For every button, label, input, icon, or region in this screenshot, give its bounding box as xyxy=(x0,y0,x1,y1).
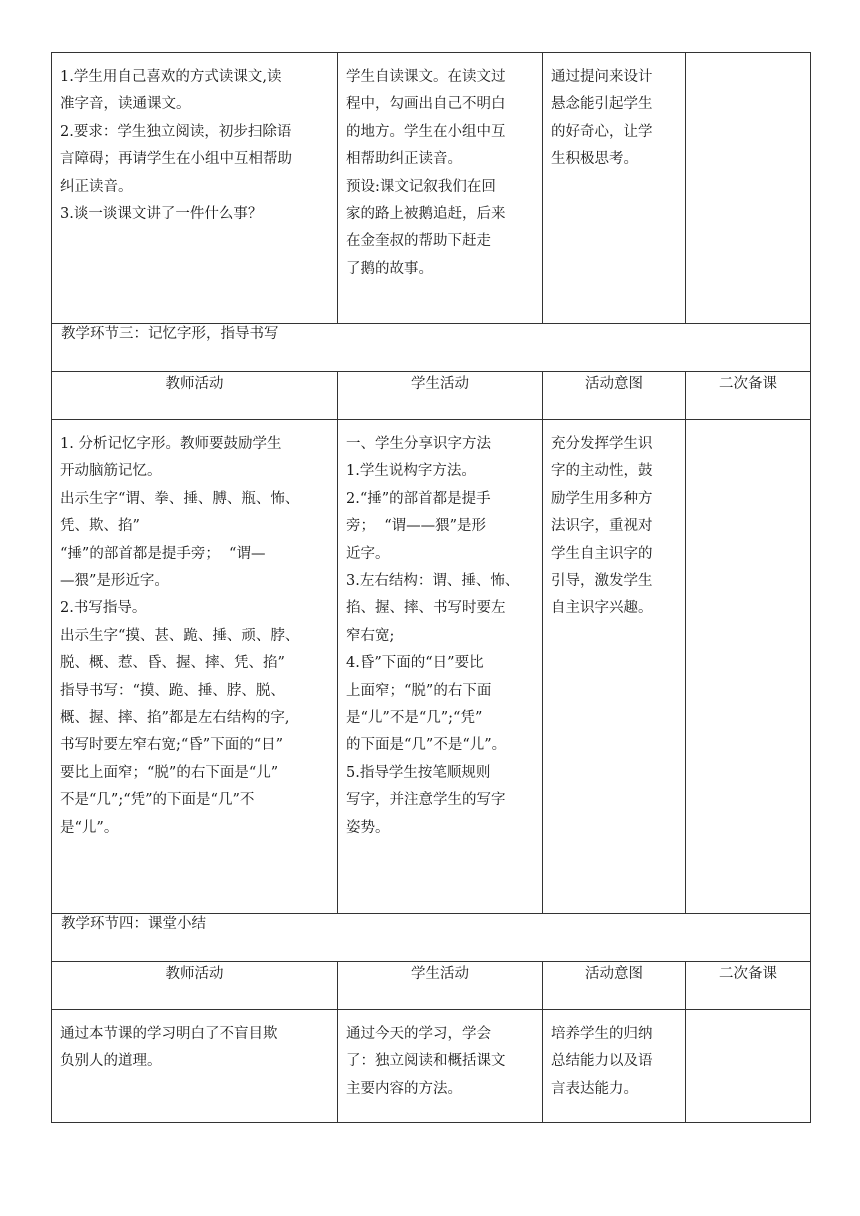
text-line: 充分发挥学生识 xyxy=(551,436,653,452)
teacher-activity-text xyxy=(52,1010,337,1082)
header-intent: 活动意图 xyxy=(543,372,686,420)
header-prep: 二次备课 xyxy=(686,372,811,420)
text-line: 培养学生的归纳 xyxy=(551,1026,653,1042)
text-line: 的下面是“几”不是“儿”。 xyxy=(346,737,507,754)
text-line: 学生自主识字的 xyxy=(551,545,653,562)
text-line: 生积极思考。 xyxy=(551,151,638,168)
text-line: 通过本节课的学习明白了不盲目欺 xyxy=(60,1026,278,1042)
text-line: —猥”是形近字。 xyxy=(60,573,169,590)
text-line: 凭、欺、掐” xyxy=(60,518,140,535)
activity-intent-text xyxy=(543,1010,685,1109)
text-line: 预设:课文记叙我们在回 xyxy=(346,178,496,195)
text-line: 励学生用多种方 xyxy=(551,490,653,507)
student-activity-text xyxy=(338,53,542,289)
section-title: 教学环节三：记忆字形，指导书写 xyxy=(61,326,279,342)
text-line: 自主识字兴趣。 xyxy=(551,600,653,617)
activity-intent-text xyxy=(543,420,685,629)
student-activity-text xyxy=(338,420,542,848)
text-line: 总结能力以及语 xyxy=(551,1053,653,1070)
text-line: “捶”的部首都是提手旁； “谓— xyxy=(60,545,266,562)
text-line: 姿势。 xyxy=(346,819,390,836)
teacher-activity-cell xyxy=(52,420,338,914)
text-line: 写字，并注意学生的写字 xyxy=(346,792,506,809)
text-line: 准字音，读通课文。 xyxy=(60,96,191,113)
text-line: 1. 分析记忆字形。教师要鼓励学生 xyxy=(60,436,282,452)
text-line: 要比上面窄；“脱”的右下面是“儿” xyxy=(60,764,279,781)
text-line: 书写时要左窄右宽;“昏”下面的“日” xyxy=(60,737,284,754)
header-prep: 二次备课 xyxy=(686,962,811,1010)
text-line: 指导书写：“摸、跪、捶、脖、脱、 xyxy=(60,682,285,699)
teacher-activity-text xyxy=(52,53,337,234)
text-line: 1.学生说构字方法。 xyxy=(346,463,476,480)
text-line: 悬念能引起学生 xyxy=(551,96,653,113)
text-line: 主要内容的方法。 xyxy=(346,1080,462,1097)
text-line: 一、学生分享识字方法 xyxy=(346,436,491,452)
student-activity-cell xyxy=(338,420,543,914)
teacher-activity-cell xyxy=(52,1010,338,1123)
text-line: 引导，激发学生 xyxy=(551,573,653,590)
second-prep-cell xyxy=(686,1010,811,1123)
second-prep-cell xyxy=(686,53,811,324)
text-line: 的地方。学生在小组中互 xyxy=(346,123,506,140)
header-row xyxy=(52,372,811,420)
text-line: 家的路上被鹅追赶，后来 xyxy=(346,206,506,223)
header-student: 学生活动 xyxy=(338,962,543,1010)
student-activity-cell xyxy=(338,1010,543,1123)
activity-intent-cell xyxy=(543,53,686,324)
text-line: 开动脑筋记忆。 xyxy=(60,463,162,480)
table-row xyxy=(52,53,811,324)
table-row xyxy=(52,1010,811,1123)
section-row xyxy=(52,324,811,372)
text-line: 近字。 xyxy=(346,545,390,562)
text-line: 学生自读课文。在读文过 xyxy=(346,69,506,85)
text-line: 窄右宽; xyxy=(346,627,395,644)
section-title: 教学环节四：课堂小结 xyxy=(61,916,206,932)
text-line: 的好奇心，让学 xyxy=(551,123,653,140)
text-line: 负别人的道理。 xyxy=(60,1053,162,1070)
section-title-cell xyxy=(52,914,811,962)
text-line: 上面窄；“脱”的右下面 xyxy=(346,682,492,699)
text-line: 不是“几”;“凭”的下面是“几”不 xyxy=(60,792,255,809)
text-line: 言表达能力。 xyxy=(551,1080,638,1097)
second-prep-text xyxy=(686,1010,810,1027)
header-row xyxy=(52,962,811,1010)
header-intent: 活动意图 xyxy=(543,962,686,1010)
text-line: 掐、握、摔、书写时要左 xyxy=(346,600,506,617)
text-line: 4.昏”下面的“日”要比 xyxy=(346,655,484,672)
text-line: 法识字，重视对 xyxy=(551,518,653,535)
text-line: 言障碍；再请学生在小组中互相帮助 xyxy=(60,151,292,168)
text-line: 出示生字“谓、拳、捶、膊、瓶、怖、 xyxy=(60,490,300,507)
text-line: 2.书写指导。 xyxy=(60,600,147,617)
table-row xyxy=(52,420,811,914)
text-line: 通过提问来设计 xyxy=(551,69,653,85)
text-line: 相帮助纠正读音。 xyxy=(346,151,462,168)
lesson-plan-table xyxy=(51,52,811,1123)
activity-intent-text xyxy=(543,53,685,180)
teacher-activity-cell xyxy=(52,53,338,324)
text-line: 纠正读音。 xyxy=(60,178,133,195)
header-teacher: 教师活动 xyxy=(52,962,338,1010)
text-line: 2.要求：学生独立阅读，初步扫除语 xyxy=(60,123,292,140)
text-line: 脱、概、惹、昏、握、摔、凭、掐” xyxy=(60,655,285,672)
text-line: 5.指导学生按笔顺规则 xyxy=(346,764,491,781)
text-line: 3.谈一谈课文讲了一件什么事？ xyxy=(60,206,263,223)
section-title-cell xyxy=(52,324,811,372)
second-prep-text xyxy=(686,53,810,70)
text-line: 是“儿”。 xyxy=(60,819,119,836)
student-activity-cell xyxy=(338,53,543,324)
second-prep-cell xyxy=(686,420,811,914)
text-line: 了：独立阅读和概括课文 xyxy=(346,1053,506,1070)
second-prep-text xyxy=(686,420,810,437)
text-line: 通过今天的学习，学会 xyxy=(346,1026,491,1042)
header-student: 学生活动 xyxy=(338,372,543,420)
text-line: 3.左右结构：谓、捶、怖、 xyxy=(346,573,520,590)
text-line: 1.学生用自己喜欢的方式读课文,读 xyxy=(60,69,282,85)
activity-intent-cell xyxy=(543,420,686,914)
text-line: 出示生字“摸、甚、跪、捶、顽、脖、 xyxy=(60,627,300,644)
activity-intent-cell xyxy=(543,1010,686,1123)
teacher-activity-text xyxy=(52,420,337,848)
text-line: 在金奎叔的帮助下赶走 xyxy=(346,233,491,250)
text-line: 2.“捶”的部首都是提手 xyxy=(346,490,491,507)
text-line: 概、握、摔、掐”都是左右结构的字, xyxy=(60,710,290,727)
header-teacher: 教师活动 xyxy=(52,372,338,420)
text-line: 了鹅的故事。 xyxy=(346,260,433,277)
student-activity-text xyxy=(338,1010,542,1109)
text-line: 旁； “谓——猥”是形 xyxy=(346,518,487,535)
text-line: 程中，勾画出自己不明白 xyxy=(346,96,506,113)
section-row xyxy=(52,914,811,962)
text-line: 是“儿”不是“几”;“凭” xyxy=(346,710,483,727)
text-line: 字的主动性，鼓 xyxy=(551,463,653,480)
